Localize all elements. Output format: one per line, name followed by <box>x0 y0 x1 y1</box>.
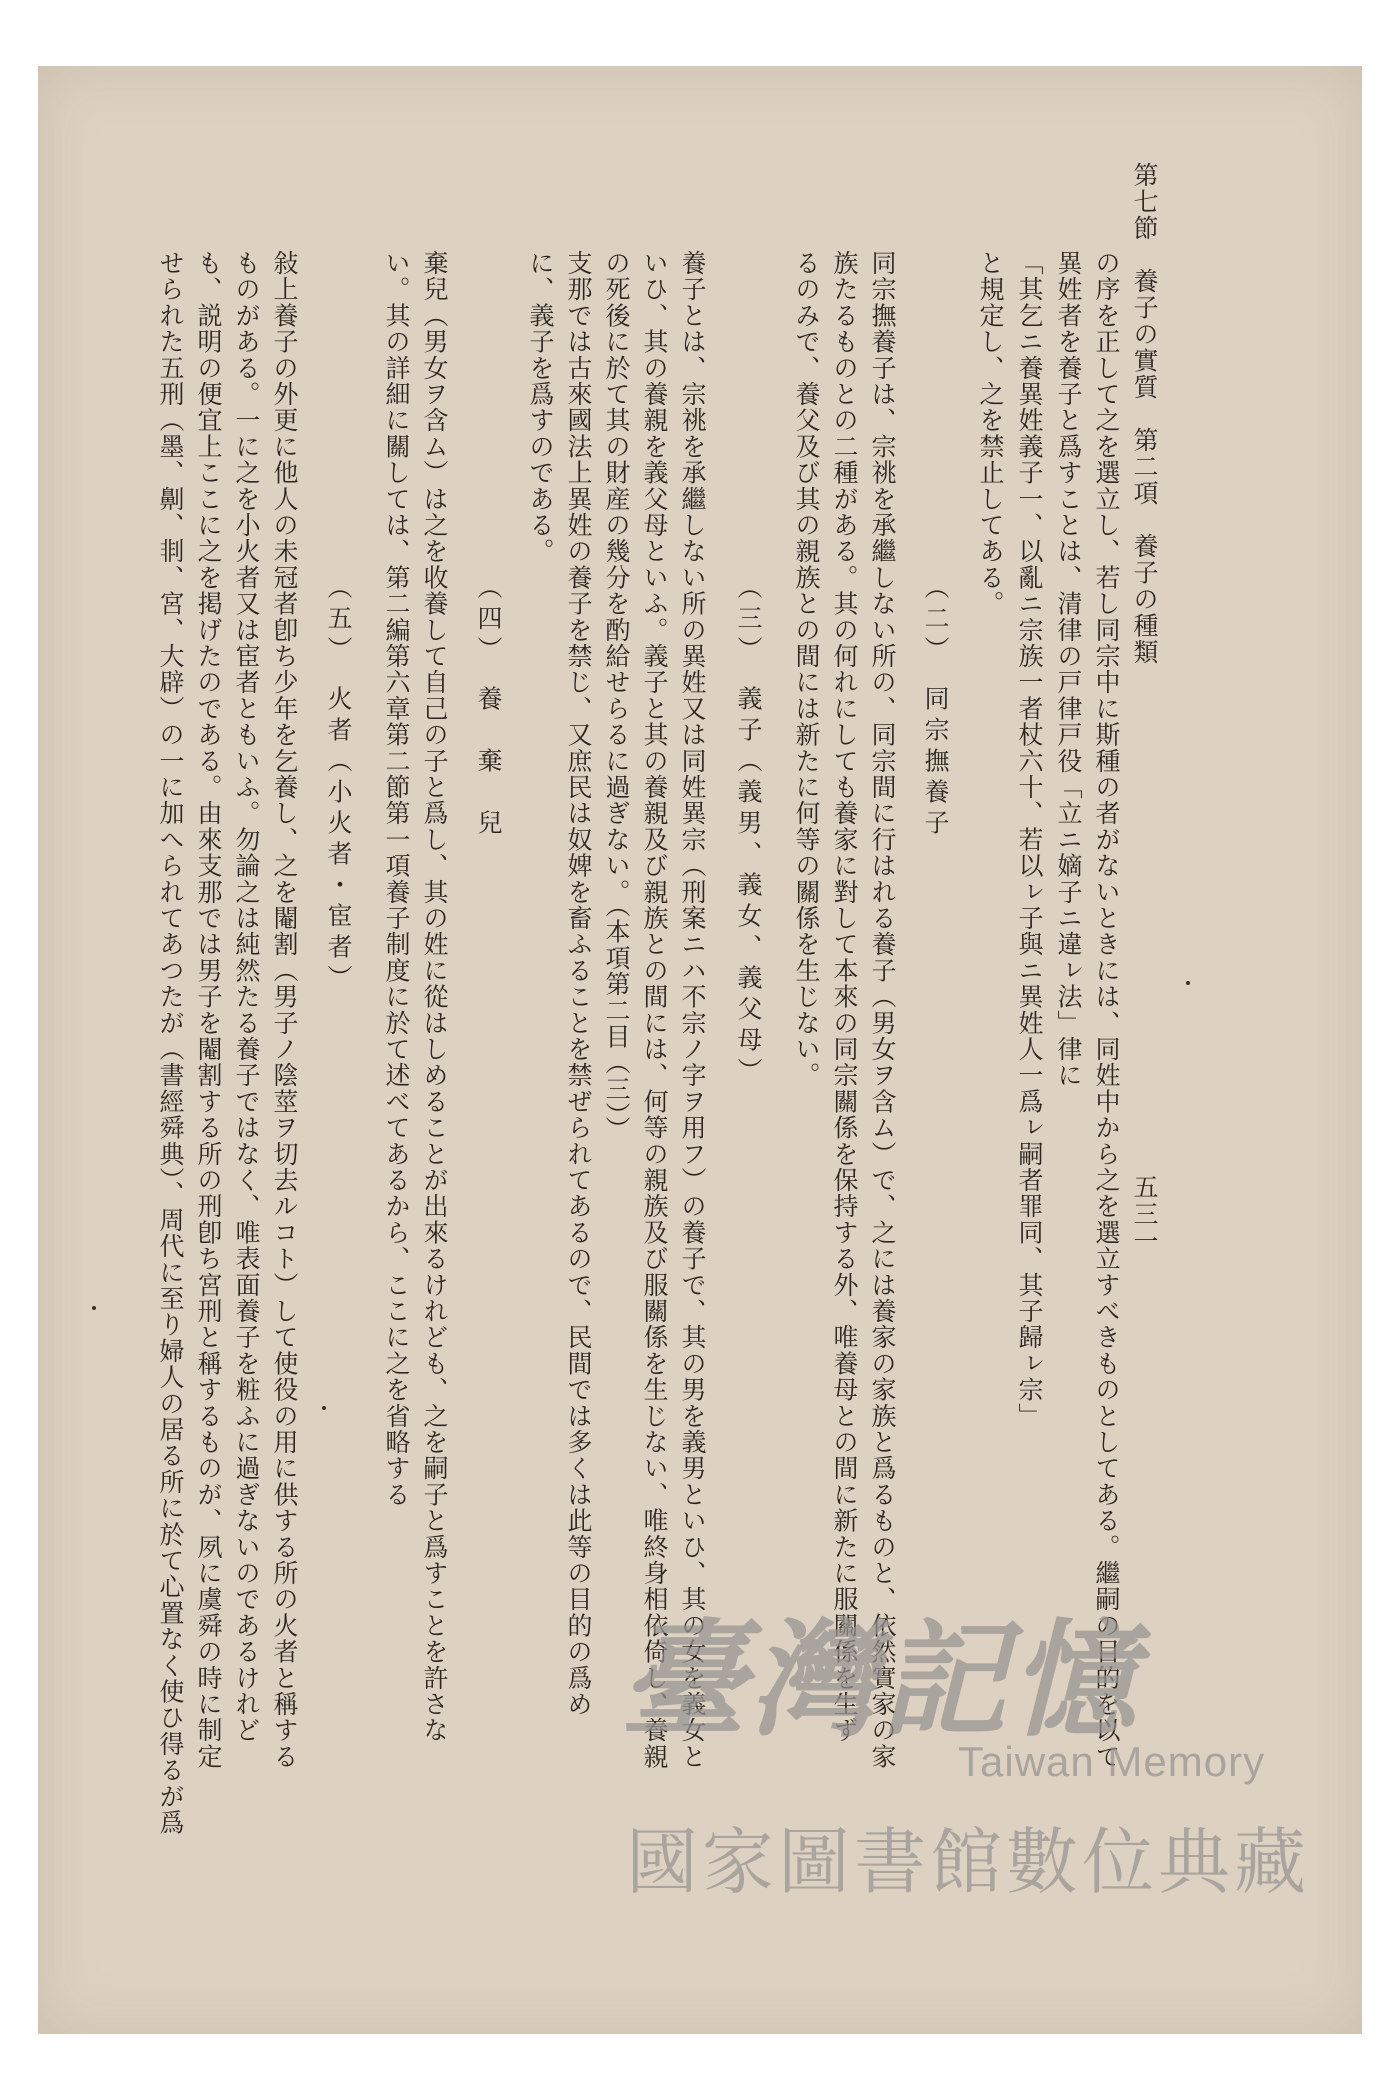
watermark-library-name: 國家圖書館數位典藏 <box>626 1820 1311 1904</box>
body-line-3: 「其乞ニ養異姓義子一、以亂ニ宗族一者杖六十、若以ㇾ子與ニ異姓人一爲ㇾ嗣者罪同、其子歸ㇾ宗」 <box>1015 250 1044 1429</box>
body-line-11: いひ、其の養親を義父母といふ。義子と其の養親及び親族との間には、何等の親族及び服關係を生じない、唯終身相依倚し、養親 <box>640 250 669 1770</box>
watermark-chinese-title: 臺灣記憶 <box>620 1606 1140 1754</box>
body-line-19: 敍上養子の外更に他人の未冠者卽ち少年を乞養し、之を閹割（男子ノ陰莖ヲ切去ルコト）して使役の用に供する所の火者と稱する <box>270 250 299 1770</box>
body-line-8: るのみで、養父及び其の親族との間には新たに何等の關係を生じない。 <box>792 250 821 1089</box>
body-line-7: 族たるものとの二種がある。其の何れにしても養家に對して本來の同宗關係を保持する外、唯養母との間に新たに服關係を生ず <box>830 250 859 1744</box>
paper-speck <box>322 1406 326 1410</box>
document-page <box>38 66 1362 2034</box>
body-line-22: せられた五刑（墨、劓、剕、宮、大辟）の一に加へられてあつたが（書經舜典）、周代に至り婦人の居る所に於て心置なく使ひ得るが爲 <box>156 250 185 1836</box>
watermark-english-title: Taiwan Memory <box>958 1738 1266 1785</box>
page-number: 五三一 <box>1130 1174 1159 1255</box>
body-line-4: と規定し、之を禁止してある。 <box>976 250 1005 617</box>
body-line-6: 同宗撫養子は、宗祧を承繼しない所の、同宗間に行はれる養子（男女ヲ含ム）で、之には養家の家族と爲るものと、依然實家の家 <box>868 250 897 1770</box>
paper-speck <box>1186 981 1190 985</box>
subheading-4: （四） 養 棄 兒 <box>474 574 503 841</box>
body-line-14: に、義子を爲すのである。 <box>526 250 555 565</box>
body-line-1: の序を正して之を選立し、若し同宗中に斯種の者がないときには、同姓中から之を選立すべきものとしてある。繼嗣の目的を以て <box>1092 250 1121 1770</box>
body-line-10: 養子とは、宗祧を承繼しない所の異姓又は同姓異宗（刑案ニハ不宗ノ字ヲ用フ）の養子で、其の男を義男といひ、其の女を義女と <box>678 250 707 1770</box>
body-line-2: 異姓者を養子と爲すことは、清律の戸律戸役「立ニ嫡子ニ違ㇾ法」律に <box>1054 250 1083 1089</box>
running-title: 第七節 養子の實質 第二項 養子の種類 <box>1130 162 1159 666</box>
body-line-20: ものがある。一に之を小火者又は宦者ともいふ。勿論之は純然たる養子ではなく、唯表面養子を粧ふに過ぎないのであるけれど <box>232 250 261 1744</box>
body-line-12: の死後に於て其の財産の幾分を酌給せらるに過ぎない。（本項第二目（三）） <box>602 250 631 1142</box>
subheading-5: （五） 火者（小火者・宦者） <box>324 574 353 996</box>
body-line-16: 棄兒（男女ヲ含ム）は之を收養して自己の子と爲し、其の姓に從はしめることが出來るけれども、之を嗣子と爲すことを許さな <box>420 250 449 1744</box>
subheading-3: （三） 義子（義男、義女、義父母） <box>734 574 763 1089</box>
body-line-13: 支那では古來國法上異姓の養子を禁じ、又庶民は奴婢を畜ふることを禁ぜられてあるので、民間では多くは此等の目的の爲め <box>564 250 593 1718</box>
body-line-21: も、説明の便宜上ここに之を掲げたのである。由來支那では男子を閹割する所の刑卽ち宮刑と稱するものが、夙に虞舜の時に制定 <box>194 250 223 1770</box>
paper-speck <box>92 1306 96 1310</box>
subheading-2: （二） 同宗撫養子 <box>921 574 950 841</box>
body-line-17: い。其の詳細に關しては、第二編第六章第二節第一項養子制度に於て述べてあるから、ここに之を省略する <box>382 250 411 1508</box>
